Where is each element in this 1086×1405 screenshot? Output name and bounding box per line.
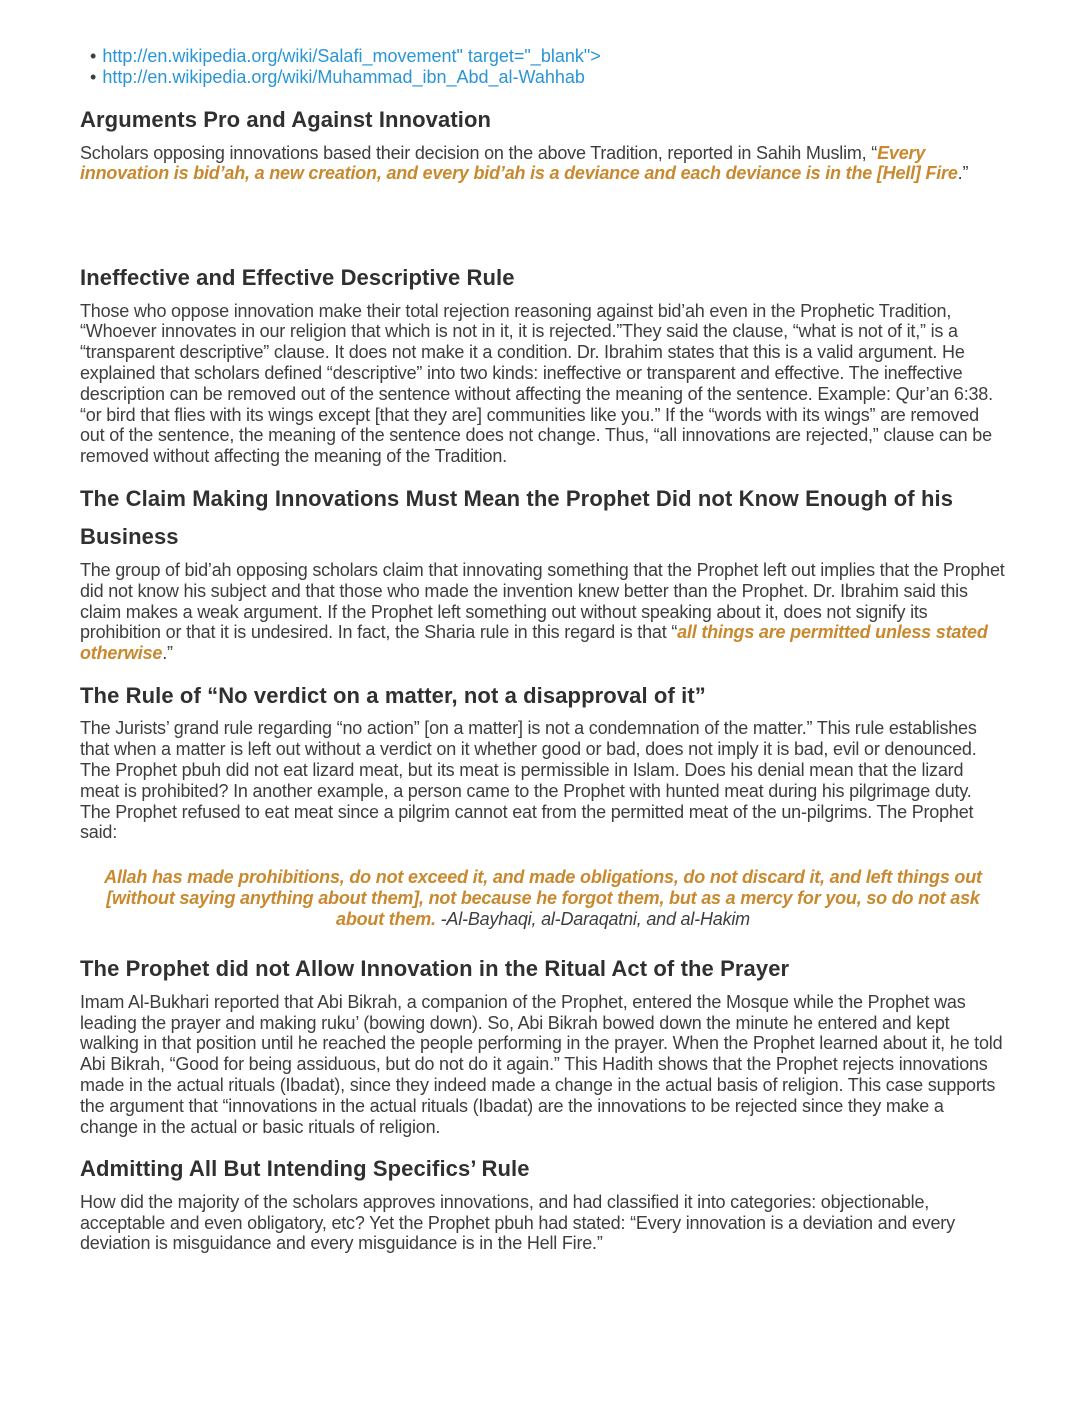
quote-emphasis: all things are permitted unless stated otherwise — [80, 622, 988, 664]
section-heading-descriptive-rule: Ineffective and Effective Descriptive Rule — [80, 265, 515, 291]
text-run: .” — [957, 163, 969, 184]
text-run: The Jurists’ grand rule regarding “no action” [on a matter] is not a condemnation of the matter.” This rule establishes that when a matter is left out without a verdict on it whether good or bad, does not imply it is bad, evil or denounced. The Prophet pbuh did not eat lizard meat, but its meat is permissible in Islam. Does his denial mean that the lizard meat is prohibited? In another example, a person came to the Prophet with hunted meat during his pilgrimage duty. The Prophet refused to eat meat since a pilgrim cannot eat from the permitted meat of the un-pilgrims. The Prophet said: — [80, 718, 977, 843]
bullet-icon: • — [90, 67, 97, 87]
section-descriptive-rule — [80, 259, 1006, 467]
quote-attribution: -Al-Bayhaqi, al-Daraqatni, and al-Hakim — [435, 909, 750, 930]
section-heading-admitting-all: Admitting All But Intending Specifics’ Rule — [80, 1156, 530, 1182]
section-arguments-pro-against — [80, 101, 1006, 184]
text-run: .” — [162, 643, 173, 664]
blank-space — [80, 194, 1006, 246]
quote-text: Allah has made prohibitions, do not exceed it, and made obligations, do not discard it, and left things out [without saying anything about them], not because he forgot them, but as a mercy for you, so do not ask about them. — [104, 867, 982, 930]
section-claim-innovations — [80, 480, 1006, 664]
list-item — [90, 67, 1006, 88]
section-ritual-prayer — [80, 950, 1006, 1137]
text-run: Imam Al-Bukhari reported that Abi Bikrah, a companion of the Prophet, entered the Mosque while the Prophet was leading the prayer and making ruku’ (bowing down). So, Abi Bikrah bowed down the minute he entered and kept walking in that position until he reached the people performing in the prayer. When the Prophet learned about it, he told Abi Bikrah, “Good for being assiduous, but do not do it again.” This Hadith shows that the Prophet rejects innovations made in the actual rituals (Ibadat), since they indeed made a change in the actual basis of religion. This case supports the argument that “innovations in the actual rituals (Ibadat) are the innovations to be rejected since they make a change in the actual or basic rituals of religion. — [80, 991, 1003, 1137]
section-heading-claim-innovations: The Claim Making Innovations Must Mean the Prophet Did not Know Enough of his Business — [80, 485, 954, 550]
paragraph — [80, 1192, 1006, 1254]
text-run: Scholars opposing innovations based their decision on the above Tradition, reported in Sahih Muslim, “ — [80, 142, 878, 163]
wiki-link-salafi-movement[interactable]: http://en.wikipedia.org/wiki/Salafi_movement" target="_blank"> — [102, 46, 601, 66]
link-list — [80, 46, 1006, 88]
text-run: Those who oppose innovation make their total rejection reasoning against bid’ah even in the Prophetic Tradition, “Whoever innovates in our religion that which is not in it, it is rejected.”They said the clause, “what is not of it,” is a “transparent descriptive” clause. It does not make it a condition. Dr. Ibrahim states that this is a valid argument. He explained that scholars defined “descriptive” into two kinds: ineffective or transparent and effective. The ineffective description can be removed out of the sentence without affecting the meaning of the sentence. Example: Qur’an 6:38. “or bird that flies with its wings except [that they are] communities like you.” If the “words with its wings” are removed out of the sentence, the meaning of the sentence does not change. Thus, “all innovations are rejected,” clause can be removed without affecting the meaning of the Tradition. — [80, 300, 993, 467]
paragraph — [80, 301, 1006, 467]
section-admitting-all — [80, 1150, 1006, 1254]
bullet-icon: • — [90, 46, 97, 66]
quote-emphasis: Every innovation is bid’ah, a new creation, and every bid’ah is a deviance and each deviance is in the [Hell] Fire — [80, 142, 958, 184]
list-item — [90, 46, 1006, 67]
section-no-verdict-rule — [80, 677, 1006, 930]
paragraph — [80, 560, 1006, 664]
paragraph — [80, 992, 1006, 1138]
section-heading-ritual-prayer: The Prophet did not Allow Innovation in the Ritual Act of the Prayer — [80, 956, 790, 982]
hadith-quote — [92, 867, 994, 930]
wiki-link-muhammad-ibn-abd-al-wahhab[interactable]: http://en.wikipedia.org/wiki/Muhammad_ibn_Abd_al-Wahhab — [102, 67, 585, 87]
paragraph — [80, 718, 1006, 843]
text-run: How did the majority of the scholars approves innovations, and had classified it into categories: objectionable, acceptable and even obligatory, etc? Yet the Prophet pbuh had stated: “Every innovation is a deviation and every deviation is misguidance and every misguidance is in the Hell Fire.” — [80, 1191, 955, 1254]
section-heading-arguments: Arguments Pro and Against Innovation — [80, 107, 492, 132]
paragraph — [80, 143, 1006, 185]
section-heading-no-verdict-rule: The Rule of “No verdict on a matter, not a disapproval of it” — [80, 682, 706, 708]
text-run: The group of bid’ah opposing scholars claim that innovating something that the Prophet left out implies that the Prophet did not know his subject and that those who made the invention knew better than the Prophet. Dr. Ibrahim said this claim makes a weak argument. If the Prophet left something out without speaking about it, does not signify its prohibition or that it is undesired. In fact, the Sharia rule in this regard is that “ — [80, 559, 1005, 643]
